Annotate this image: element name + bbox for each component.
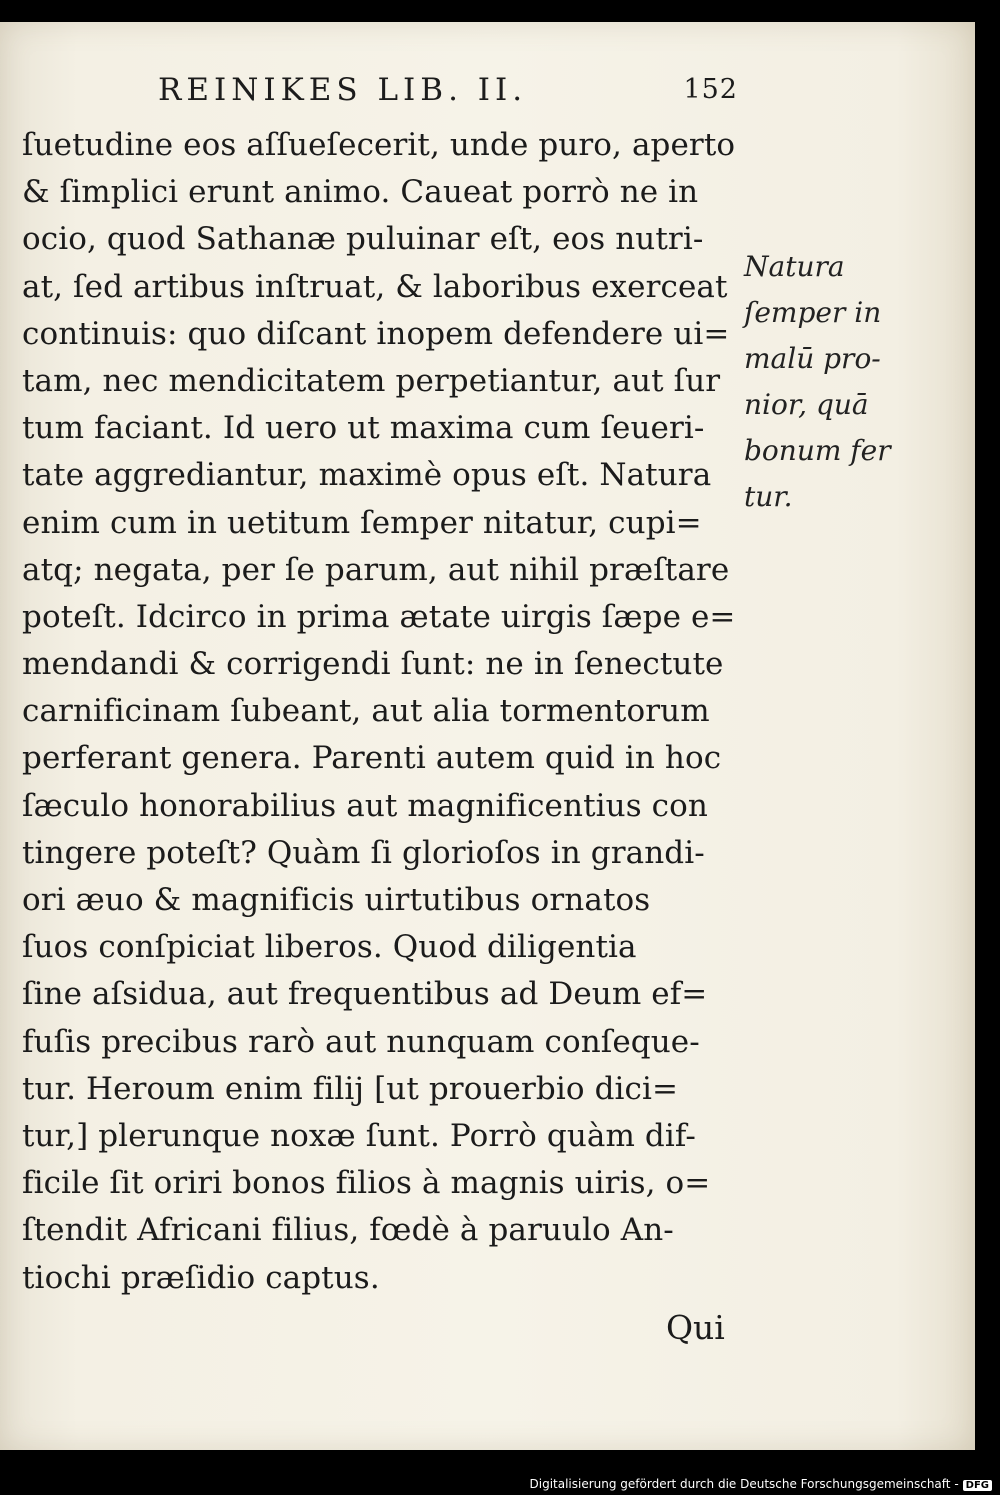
credit-text: Digitalisierung gefördert durch die Deutsche Forschungsgemeinschaft -: [529, 1477, 959, 1491]
text-line: ocio, quod Sathanæ puluinar eſt, eos nutri-: [22, 221, 704, 258]
text-line: mendandi & corrigendi ſunt: ne in ſenectute: [22, 646, 724, 683]
marginal-line: Natura: [744, 250, 845, 283]
page-number: 152: [683, 74, 738, 105]
text-line: ficile ſit oriri bonos filios à magnis uiris, o=: [22, 1165, 711, 1202]
text-line: tate aggrediantur, maximè opus eſt. Natura: [22, 457, 712, 494]
text-line: perferant genera. Parenti autem quid in hoc: [22, 740, 722, 777]
marginal-line: nior, quā: [744, 388, 869, 421]
text-line: tingere poteſt? Quàm ſi glorioſos in grandi-: [22, 834, 705, 871]
text-line: poteſt. Idcirco in prima ætate uirgis ſæpe e=: [22, 598, 736, 635]
text-line: ori æuo & magnificis uirtutibus ornatos: [22, 882, 651, 918]
marginal-line: tur.: [744, 480, 793, 513]
text-line: ſuetudine eos aſſueſecerit, unde puro, aperto: [22, 127, 736, 163]
text-line: tiochi præſidio captus.: [22, 1259, 380, 1296]
text-line: tur. Heroum enim filij [ut prouerbio dici=: [22, 1070, 679, 1107]
text-line: at, ſed artibus inſtruat, & laboribus exerceat: [22, 268, 728, 305]
dfg-logo-icon: DFG: [963, 1480, 992, 1491]
text-line: tur,] plerunque noxæ ſunt. Porrò quàm dif-: [22, 1117, 696, 1154]
text-line: & ſimplici erunt animo. Caueat porrò ne in: [22, 174, 699, 211]
page-header: [158, 72, 738, 112]
running-title: REINIKES LIB. II.: [158, 72, 528, 108]
catchword: Qui: [666, 1308, 725, 1347]
text-line: continuis: quo diſcant inopem defendere ui=: [22, 315, 730, 352]
text-line: ſuos conſpiciat liberos. Quod diligentia: [22, 929, 637, 966]
text-line: carnificinam ſubeant, aut alia tormentorum: [22, 693, 710, 730]
text-line: tum faciant. Id uero ut maxima cum ſeueri-: [22, 410, 705, 447]
text-line: ſtendit Africani filius, fœdè à paruulo An-: [22, 1212, 674, 1249]
text-line: tam, nec mendicitatem perpetiantur, aut ſur: [22, 362, 721, 399]
book-page: [0, 22, 975, 1450]
body-text: [22, 122, 742, 1302]
marginal-line: malū pro-: [744, 342, 881, 375]
text-line: enim cum in uetitum ſemper nitatur, cupi=: [22, 504, 702, 541]
marginal-line: ſemper in: [744, 296, 882, 329]
text-line: ſine aſsidua, aut frequentibus ad Deum ef=: [22, 976, 708, 1013]
text-line: ſæculo honorabilius aut magnificentius con: [22, 787, 708, 824]
marginal-note: [744, 244, 904, 520]
digitization-credit: [530, 1477, 993, 1491]
text-line: atq; negata, per ſe parum, aut nihil præſtare: [22, 551, 730, 588]
marginal-line: bonum fer: [744, 434, 891, 467]
text-line: fuſis precibus rarò aut nunquam conſeque-: [22, 1023, 700, 1060]
